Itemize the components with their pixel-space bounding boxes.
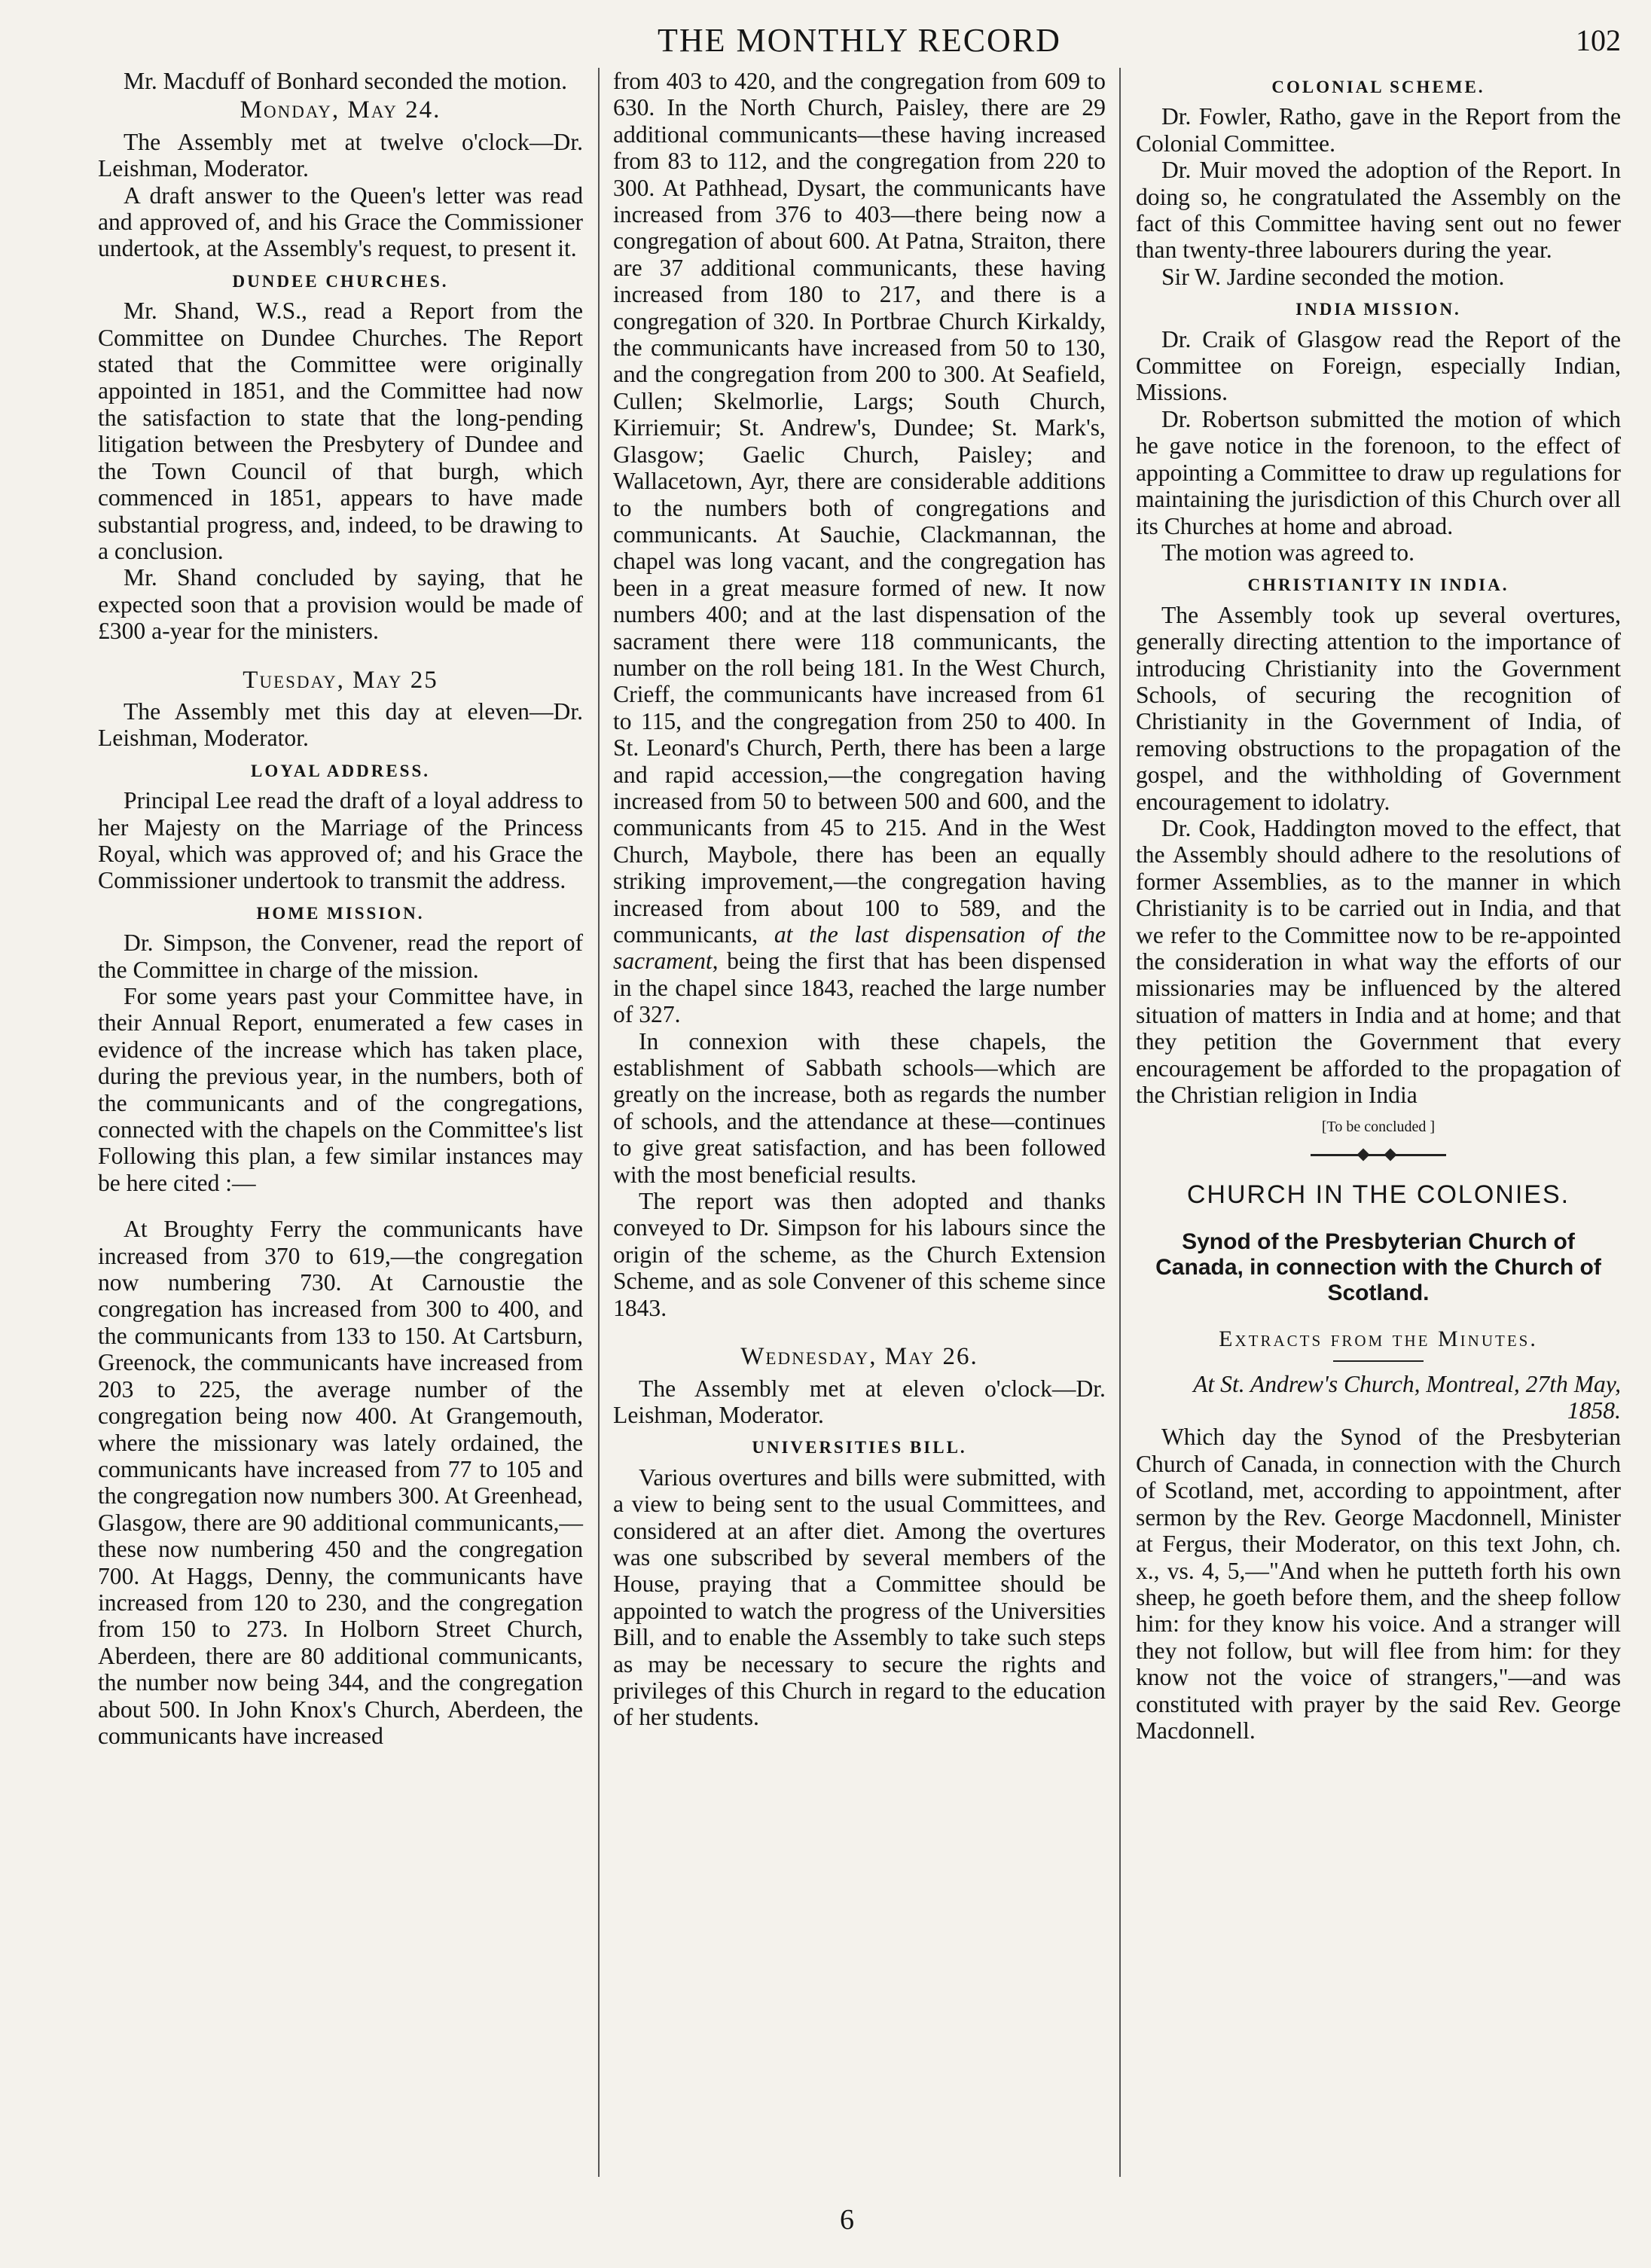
- paragraph: Various overtures and bills were submitted, with a view to being sent to the usual Committees, and considered at an after diet. Among the overtures was one subscribed by several members of the House, praying that a Committee should be appointed to watch the progress of the Universities Bill, and to enable the Assembly to take such steps as may be necessary to secure the rights and privileges of this Church in regard to the education of her students.: [613, 1464, 1106, 1731]
- paragraph: For some years past your Committee have, in their Annual Report, enumerated a few cases in evidence of the increase which has taken place, during the previous year, in the numbers, both of the communicants and of the congregations, connected with the chapels on the Committee's list Following this plan, a few similar instances may be here cited :—: [98, 983, 584, 1196]
- paragraph: The report was then adopted and thanks conveyed to Dr. Simpson for his labours since the origin of the scheme, as the Church Extension Scheme, and as sole Convener of this scheme since 1843.: [613, 1188, 1106, 1321]
- column-right: [1121, 68, 1621, 2177]
- section-heading: DUNDEE CHURCHES.: [232, 271, 449, 291]
- section-heading: UNIVERSITIES BILL.: [752, 1438, 967, 1458]
- paragraph: Principal Lee read the draft of a loyal address to her Majesty on the Marriage of the Princess Royal, which was approved of; and his Grace the Commissioner undertook to transmit the address.: [98, 787, 584, 894]
- paragraph: In connexion with these chapels, the establishment of Sabbath schools—which are greatly on the increase, both as regards the number of schools, and the attendance at these—continues to give great satisfaction, and has been followed with the most beneficial results.: [613, 1027, 1106, 1188]
- columns: [98, 68, 1621, 2177]
- synod-title: Synod of the Presbyterian Church of Canada, in connection with the Church of Scotland.: [1155, 1229, 1601, 1306]
- date-heading: Wednesday, May 26.: [740, 1343, 978, 1371]
- section-heading: HOME MISSION.: [256, 903, 425, 923]
- folio-number: 6: [840, 2204, 854, 2236]
- date-heading: Tuesday, May 25: [243, 666, 438, 694]
- extracts-heading: Extracts from the Minutes.: [1219, 1326, 1538, 1352]
- paragraph: Dr. Cook, Haddington moved to the effect, that the Assembly should adhere to the resolutions of former Assemblies, as to the manner in which Christianity is to be carried out in India, and that we refer to the Committee now to be re-appointed the consideration in what way the efforts of our missionaries may be influenced by the altered situation of matters in India and at home; and that they petition the Government that every encouragement be afforded to the propagation of the Christian religion in India: [1135, 814, 1621, 1109]
- column-left: [98, 68, 598, 2177]
- column-middle: [598, 68, 1121, 2177]
- paragraph: Dr. Craik of Glasgow read the Report of the Committee on Foreign, especially Indian, Missions.: [1135, 325, 1621, 406]
- section-heading: LOYAL ADDRESS.: [251, 761, 431, 780]
- section-heading: INDIA MISSION.: [1295, 300, 1461, 319]
- paragraph-text: being the first that has been dispensed in the chapel since 1843, reached the large number of 327.: [613, 948, 1106, 1028]
- paragraph: Mr. Shand, W.S., read a Report from the Committee on Dundee Churches. The Report stated that the Committee were originally appointed in 1851, and the Committee had now the satisfaction to state that the long-pending litigation between the Presbytery of Dundee and the Town Council of that burgh, which commenced in 1851, appears to have made substantial progress, and, indeed, to be drawing to a conclusion.: [98, 298, 584, 564]
- section-title: CHURCH IN THE COLONIES.: [1186, 1180, 1570, 1209]
- section-heading: CHRISTIANITY IN INDIA.: [1247, 575, 1509, 595]
- to-be-concluded-note: [To be concluded ]: [1321, 1119, 1436, 1136]
- page-number: 102: [1576, 23, 1621, 57]
- paragraph: The Assembly took up several overtures, generally directing attention to the importance of introducing Christianity into the Government Schools, of securing the recognition of Christianity in the Government of India, of removing obstructions to the propagation of the gospel, and the withholding of Government encouragement to idolatry.: [1135, 601, 1621, 815]
- place-date-line: At St. Andrew's Church, Montreal, 27th May, 1858.: [1193, 1370, 1621, 1424]
- journal-title: THE MONTHLY RECORD: [658, 22, 1061, 59]
- section-heading: COLONIAL SCHEME.: [1271, 78, 1485, 96]
- italic-phrase: at the last dispensation of the sacrament,: [613, 921, 1106, 975]
- divider: [1333, 1360, 1424, 1362]
- date-heading: Monday, May 24.: [240, 96, 441, 124]
- paragraph-text: from 403 to 420, and the congregation from 609 to 630. In the North Church, Paisley, there are 29 additional communicants—these having increased from 83 to 112, and the congregation from 220 to 300. At Pathhead, Dysart, the communicants have increased from 376 to 403—there being now a congregation of about 600. At Patna, Straiton, there are 37 additional communicants, these having increased from 180 to 217, and there is a congregation of 320. In Portbrae Church Kirkaldy, the communicants have increased from 50 to 130, and the congregation from 200 to 300. At Seafield, Cullen; Skelmorlie, Largs; South Church, Kirriemuir; St. Andrew's, Dundee; St. Mark's, Glasgow; Gaelic Church, Paisley; and Wallacetown, Ayr, there are considerable additions to the numbers both of congregations and communicants. At Sauchie, Clackmannan, the chapel was long vacant, and the congregation has been in a great measure formed of new. It now numbers 400; and at the last dispensation of the sacrament there were 118 communicants, the number on the roll being 181. In the West Church, Crieff, the communicants have increased from 61 to 115, and the congregation from 250 to 400. In St. Leonard's Church, Perth, there has been a large and rapid accession,—the congregation having increased from 50 to between 500 and 600, and the communicants from 45 to 215. And in the West Church, Maybole, there has been an equally striking improvement,—the congregation having increased from about 100 to 589, and the communicants,: [613, 68, 1106, 948]
- paragraph: Dr. Simpson, the Convener, read the report of the Committee in charge of the mission.: [98, 929, 584, 983]
- paragraph: Dr. Muir moved the adoption of the Report. In doing so, he congratulated the Assembly on the fact of this Committee having sent out no fewer than twenty-three labourers during the year.: [1135, 157, 1621, 264]
- page-header: [98, 21, 1621, 68]
- paragraph: Sir W. Jardine seconded the motion.: [1161, 263, 1505, 290]
- paragraph: At Broughty Ferry the communicants have increased from 370 to 619,—the congregation now numbering 730. At Carnoustie the congregation has increased from 300 to 400, and the communicants from 133 to 150. At Cartsburn, Greenock, the communicants have increased from 203 to 225, the average number of the congregation being now 400. At Grangemouth, where the missionary was lately ordained, the communicants have increased from 77 to 105 and the congregation now numbers 300. At Greenhead, Glasgow, there are 90 additional communicants,—these now numbering 450 and the congregation 700. At Haggs, Denny, the communicants have increased from 120 to 230, and the congregation from 150 to 273. In Holborn Street Church, Aberdeen, there are 80 additional communicants, the number now being 344, and the congregation about 500. In John Knox's Church, Aberdeen, the communicants have increased: [98, 1216, 584, 1749]
- paragraph: The Assembly met this day at eleven—Dr. Leishman, Moderator.: [98, 697, 584, 752]
- paragraph: Mr. Macduff of Bonhard seconded the motion.: [124, 68, 568, 94]
- paragraph: [613, 68, 1106, 1028]
- paragraph: Dr. Robertson submitted the motion of which he gave notice in the forenoon, to the effect of appointing a Committee to draw up regulations for maintaining the jurisdiction of this Church over all its Churches at home and abroad.: [1135, 405, 1621, 539]
- paragraph: The motion was agreed to.: [1161, 539, 1414, 566]
- ornamental-rule: [1311, 1150, 1446, 1159]
- paragraph: The Assembly met at twelve o'clock—Dr. Leishman, Moderator.: [98, 128, 584, 182]
- paragraph: The Assembly met at eleven o'clock—Dr. Leishman, Moderator.: [613, 1375, 1106, 1428]
- paragraph: Mr. Shand concluded by saying, that he expected soon that a provision would be made of £300 a-year for the ministers.: [98, 564, 584, 645]
- paragraph: A draft answer to the Queen's letter was read and approved of, and his Grace the Commissioner undertook, at the Assembly's request, to present it.: [98, 182, 584, 262]
- paragraph: Dr. Fowler, Ratho, gave in the Report from the Colonial Committee.: [1135, 103, 1621, 157]
- paragraph: Which day the Synod of the Presbyterian Church of Canada, in connection with the Church of Scotland, met, according to appointment, after sermon by the Rev. George Macdonnell, Minister at Fergus, their Moderator, on this text John, ch. x., vs. 4, 5,—"And when he putteth forth his own sheep, he goeth before them, and the sheep follow him: for they know his voice. And a stranger will they not follow, but will flee from him: for they know not the voice of strangers,"—and was constituted with prayer by the said Rev. George Macdonnell.: [1135, 1424, 1621, 1744]
